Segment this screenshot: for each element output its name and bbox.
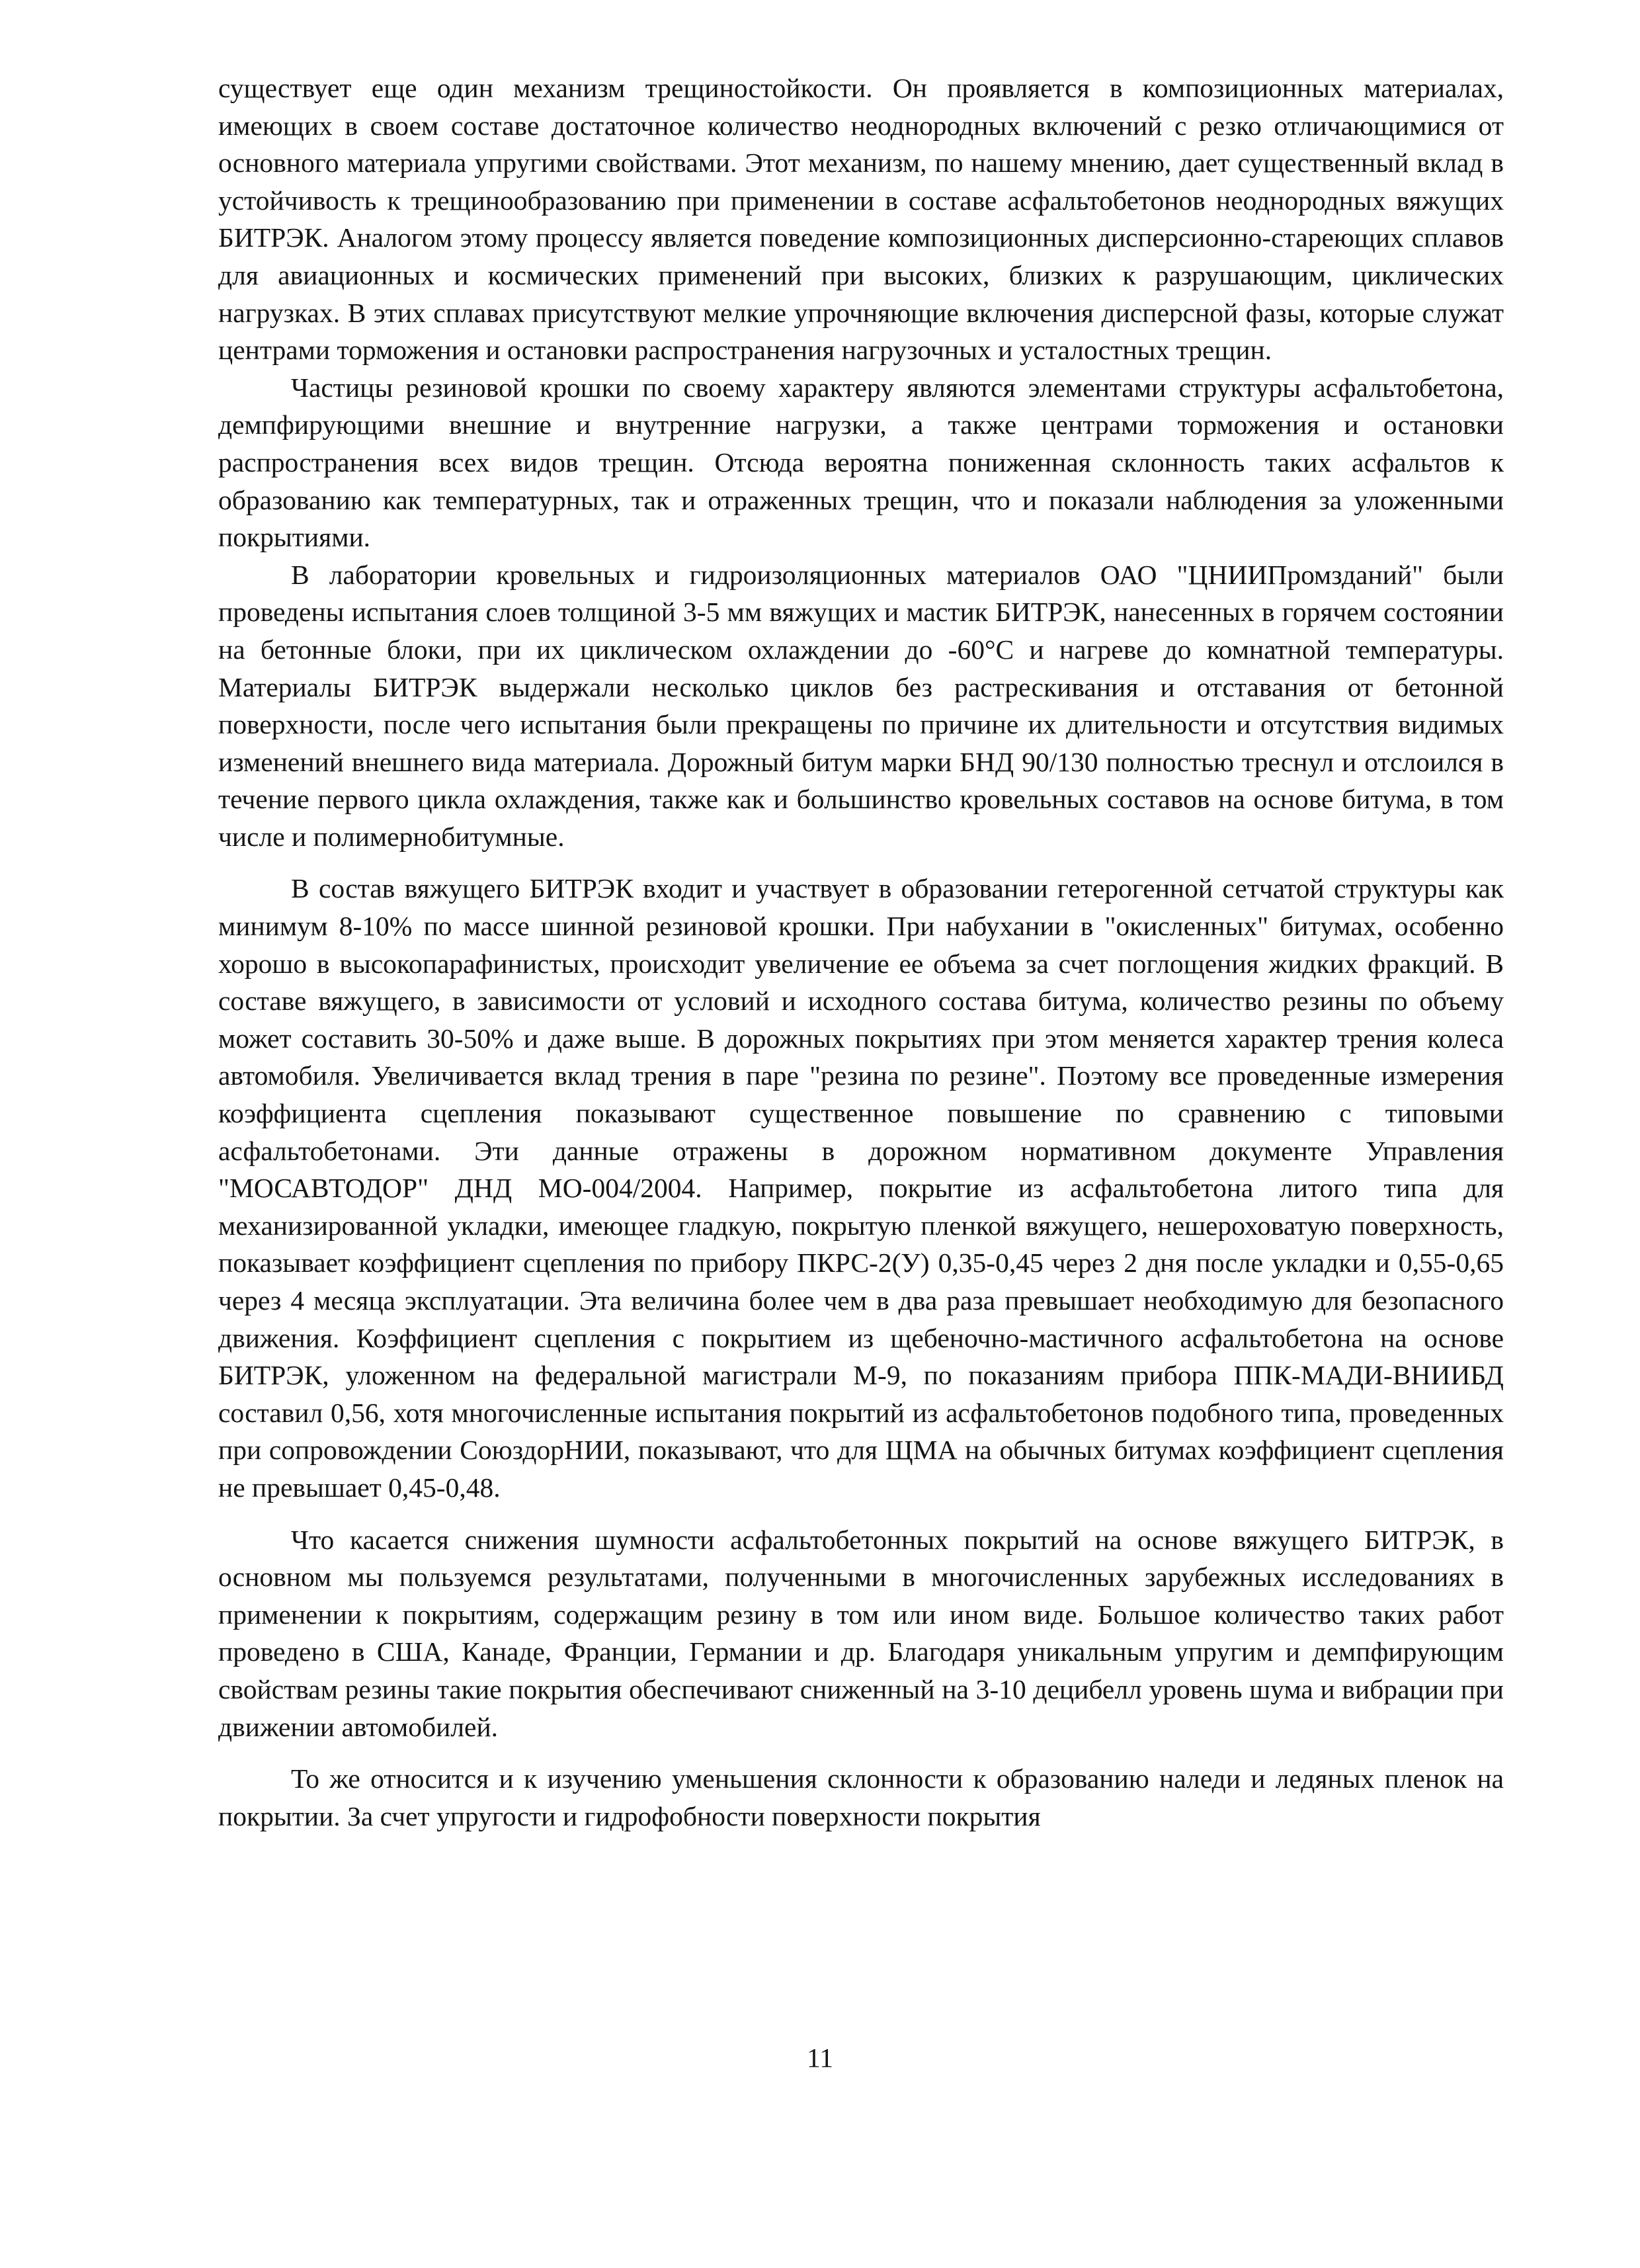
paragraph-6-ice-formation: То же относится и к изучению уменьшения склонности к образованию наледи и ледяных пленок на покрытии. За счет упругости и гидрофобности поверхности покрытия: [218, 1763, 1504, 1831]
paragraph-3-laboratory-tests: В лаборатории кровельных и гидроизоляционных материалов ОАО "ЦНИИПромзданий" были проведены испытания слоев толщиной 3-5 мм вяжущих и мастик БИТРЭК, нанесенных в горячем состоянии на бетонные блоки, при их циклическом охлаждении до -60°С и нагреве до комнатной температуры. Материалы БИТРЭК выдержали несколько циклов без растрескивания и отставания от бетонной поверхности, после чего испытания были прекращены по причине их длительности и отсутствия видимых изменений внешнего вида материала. Дорожный битум марки БНД 90/130 полностью треснул и отслоился в течение первого цикла охлаждения, также как и большинство кровельных составов на основе битума, в том числе и полимернобитумные.: [218, 559, 1504, 852]
document-body: [218, 69, 1504, 1835]
paragraph-2-rubber-crumb: Частицы резиновой крошки по своему характеру являются элементами структуры асфальтобетона, демпфирующими внешние и внутренние нагрузки, а также центрами торможения и остановки распространения всех видов трещин. Отсюда вероятна пониженная склонность таких асфальтов к образованию как температурных, так и отраженных трещин, что и показали наблюдения за уложенными покрытиями.: [218, 372, 1504, 553]
paragraph-1-continuation: существует еще один механизм трещиностойкости. Он проявляется в композиционных материалах, имеющих в своем составе достаточное количество неоднородных включений с резко отличающимися от основного материала упругими свойствами. Этот механизм, по нашему мнению, дает существенный вклад в устойчивость к трещинообразованию при применении в составе асфальтобетонов неоднородных вяжущих БИТРЭК. Аналогом этому процессу является поведение композиционных дисперсионно-стареющих сплавов для авиационных и космических применений при высоких, близких к разрушающим, циклических нагрузках. В этих сплавах присутствуют мелкие упрочняющие включения дисперсной фазы, которые служат центрами торможения и остановки распространения нагрузочных и усталостных трещин.: [218, 73, 1504, 366]
paragraph-4-binder-composition: В состав вяжущего БИТРЭК входит и участвует в образовании гетерогенной сетчатой структуры как минимум 8-10% по массе шинной резиновой крошки. При набухании в "окисленных" битумах, особенно хорошо в высокопарафинистых, происходит увеличение ее объема за счет поглощения жидких фракций. В составе вяжущего, в зависимости от условий и исходного состава битума, количество резины по объему может составить 30-50% и даже выше. В дорожных покрытиях при этом меняется характер трения колеса автомобиля. Увеличивается вклад трения в паре "резина по резине". Поэтому все проведенные измерения коэффициента сцепления показывают существенное повышение по сравнению с типовыми асфальтобетонами. Эти данные отражены в дорожном нормативном документе Управления "МОСАВТОДОР" ДНД МО-004/2004. Например, покрытие из асфальтобетона литого типа для механизированной укладки, имеющее гладкую, покрытую пленкой вяжущего, нешероховатую поверхность, показывает коэффициент сцепления по прибору ПКРС-2(У) 0,35-0,45 через 2 дня после укладки и 0,55-0,65 через 4 месяца эксплуатации. Эта величина более чем в два раза превышает необходимую для безопасного движения. Коэффициент сцепления с покрытием из щебеночно-мастичного асфальтобетона на основе БИТРЭК, уложенном на федеральной магистрали М-9, по показаниям прибора ППК-МАДИ-ВНИИБД составил 0,56, хотя многочисленные испытания покрытий из асфальтобетонов подобного типа, проведенных при сопровождении СоюздорНИИ, показывают, что для ЩМА на обычных битумах коэффициент сцепления не превышает 0,45-0,48.: [218, 873, 1504, 1503]
page-number: 11: [807, 2042, 833, 2073]
paragraph-5-noise-reduction: Что касается снижения шумности асфальтобетонных покрытий на основе вяжущего БИТРЭК, в основном мы пользуемся результатами, полученными в многочисленных зарубежных исследованиях в применении к покрытиям, содержащим резину в том или ином виде. Большое количество таких работ проведено в США, Канаде, Франции, Германии и др. Благодаря уникальным упругим и демпфирующим свойствам резины такие покрытия обеспечивают сниженный на 3-10 децибелл уровень шума и вибрации при движении автомобилей.: [218, 1524, 1504, 1742]
